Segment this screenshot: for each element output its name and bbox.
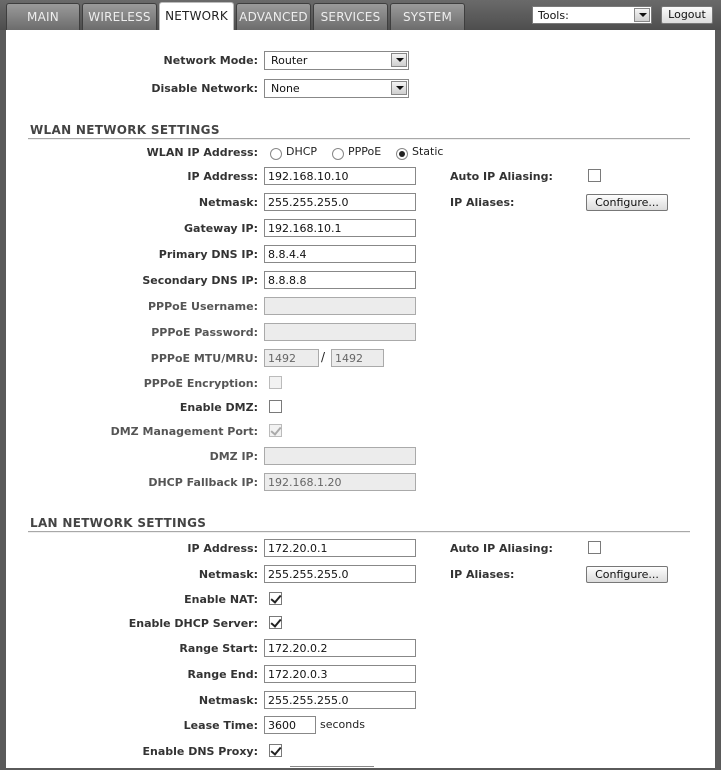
enable-nat-label: Enable NAT: — [184, 593, 258, 606]
tab-wireless[interactable]: WIRELESS — [82, 3, 157, 30]
dns-proxy-label: Enable DNS Proxy: — [142, 745, 258, 758]
network-mode-value: Router — [271, 54, 308, 67]
secondary-dns-label: Secondary DNS IP: — [142, 274, 258, 287]
wlan-ip-mode-label: WLAN IP Address: — [146, 146, 258, 159]
pppoe-encryption-label: PPPoE Encryption: — [143, 377, 258, 390]
tab-main[interactable]: MAIN — [6, 3, 80, 30]
pppoe-username-input[interactable] — [264, 297, 416, 315]
disable-network-value: None — [271, 82, 300, 95]
network-settings-panel — [6, 30, 715, 768]
lan-section-heading: LAN NETWORK SETTINGS — [30, 516, 207, 530]
gateway-input[interactable]: 192.168.10.1 — [264, 219, 416, 237]
network-mode-label: Network Mode: — [163, 54, 258, 67]
radio-pppoe-label: PPPoE — [348, 145, 382, 158]
range-start-input[interactable]: 172.20.0.2 — [264, 639, 416, 657]
dhcp-fallback-input[interactable]: 192.168.1.20 — [264, 473, 416, 491]
lan-auto-alias-checkbox[interactable] — [588, 541, 601, 554]
tab-system[interactable]: SYSTEM — [390, 3, 465, 30]
radio-static[interactable] — [396, 148, 408, 160]
disable-network-label: Disable Network: — [151, 82, 258, 95]
wlan-section-divider — [28, 138, 690, 140]
chevron-down-icon[interactable] — [634, 8, 650, 22]
dmz-ip-label: DMZ IP: — [209, 450, 258, 463]
pppoe-mtu-separator: / — [321, 350, 326, 364]
range-start-label: Range Start: — [179, 642, 258, 655]
enable-dmz-checkbox[interactable] — [269, 400, 282, 413]
dhcp-fallback-label: DHCP Fallback IP: — [148, 476, 258, 489]
lan-netmask-input[interactable]: 255.255.255.0 — [264, 565, 416, 583]
range-end-input[interactable]: 172.20.0.3 — [264, 665, 416, 683]
enable-dhcp-checkbox[interactable] — [269, 616, 282, 629]
pppoe-mtu-label: PPPoE MTU/MRU: — [150, 352, 258, 365]
dmz-management-port-label: DMZ Management Port: — [110, 425, 258, 438]
pppoe-encryption-checkbox[interactable] — [269, 376, 282, 389]
lan-aliases-label: IP Aliases: — [450, 568, 515, 581]
radio-static-label: Static — [412, 145, 444, 158]
radio-pppoe[interactable] — [332, 148, 344, 160]
wlan-configure-aliases-button[interactable]: Configure... — [586, 194, 668, 211]
dhcp-netmask-label: Netmask: — [198, 694, 258, 707]
dhcp-netmask-input[interactable]: 255.255.255.0 — [264, 691, 416, 709]
lease-time-input[interactable]: 3600 — [264, 716, 316, 734]
lan-ip-label: IP Address: — [187, 542, 258, 555]
tab-services[interactable]: SERVICES — [313, 3, 388, 30]
lan-auto-alias-label: Auto IP Aliasing: — [450, 542, 553, 555]
disable-network-select[interactable] — [264, 79, 409, 98]
range-end-label: Range End: — [187, 668, 258, 681]
primary-dns-input[interactable]: 8.8.4.4 — [264, 245, 416, 263]
radio-dhcp-label: DHCP — [286, 145, 318, 158]
enable-dmz-label: Enable DMZ: — [179, 401, 258, 414]
pppoe-username-label: PPPoE Username: — [147, 300, 258, 313]
lan-netmask-label: Netmask: — [198, 568, 258, 581]
pppoe-mru-input[interactable]: 1492 — [331, 349, 384, 367]
network-mode-select[interactable] — [264, 51, 409, 70]
tab-advanced[interactable]: ADVANCED — [236, 3, 311, 30]
partial-control-edge — [290, 766, 374, 770]
wlan-netmask-input[interactable]: 255.255.255.0 — [264, 193, 416, 211]
wlan-ip-label: IP Address: — [187, 170, 258, 183]
pppoe-password-label: PPPoE Password: — [151, 326, 258, 339]
tools-select[interactable] — [532, 6, 652, 24]
pppoe-mtu-input[interactable]: 1492 — [264, 349, 319, 367]
logout-button[interactable]: Logout — [661, 6, 713, 24]
dmz-management-port-checkbox[interactable] — [269, 424, 282, 437]
wlan-netmask-label: Netmask: — [198, 196, 258, 209]
wlan-ip-input[interactable]: 192.168.10.10 — [264, 167, 416, 185]
lan-ip-input[interactable]: 172.20.0.1 — [264, 539, 416, 557]
wlan-aliases-label: IP Aliases: — [450, 196, 515, 209]
secondary-dns-input[interactable]: 8.8.8.8 — [264, 271, 416, 289]
lan-configure-aliases-button[interactable]: Configure... — [586, 566, 668, 583]
primary-dns-label: Primary DNS IP: — [158, 248, 258, 261]
wlan-auto-alias-checkbox[interactable] — [588, 169, 601, 182]
lan-section-divider — [28, 531, 690, 533]
enable-nat-checkbox[interactable] — [269, 592, 282, 605]
chevron-down-icon[interactable] — [391, 53, 407, 67]
dmz-ip-input[interactable] — [264, 447, 416, 465]
enable-dhcp-label: Enable DHCP Server: — [128, 617, 258, 630]
wlan-section-heading: WLAN NETWORK SETTINGS — [30, 123, 220, 137]
chevron-down-icon[interactable] — [391, 81, 407, 95]
gateway-label: Gateway IP: — [184, 222, 258, 235]
tab-network[interactable]: NETWORK — [159, 2, 234, 30]
top-nav-bar — [0, 0, 721, 30]
wlan-auto-alias-label: Auto IP Aliasing: — [450, 170, 553, 183]
lease-time-label: Lease Time: — [183, 719, 258, 732]
dns-proxy-checkbox[interactable] — [269, 744, 282, 757]
lease-time-unit: seconds — [320, 718, 365, 731]
pppoe-password-input[interactable] — [264, 323, 416, 341]
tools-select-value: Tools: — [538, 9, 569, 22]
radio-dhcp[interactable] — [270, 148, 282, 160]
